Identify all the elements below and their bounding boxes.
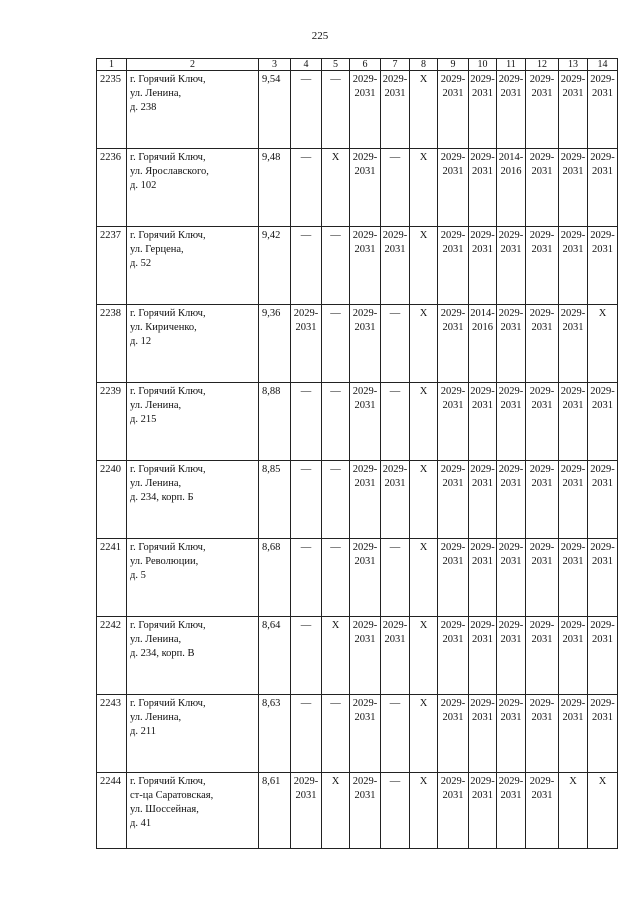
column-header: 1 — [97, 59, 127, 71]
row-number-cell: 2244 — [97, 773, 127, 849]
period-cell: 2029- 2031 — [291, 773, 322, 849]
period-cell: Х — [410, 383, 438, 461]
table-row — [97, 773, 618, 849]
period-cell: 2029- 2031 — [526, 305, 559, 383]
period-cell: 2029- 2031 — [588, 149, 618, 227]
value-cell: 8,88 — [259, 383, 291, 461]
table-row — [97, 383, 618, 461]
period-cell: 2029- 2031 — [438, 617, 469, 695]
period-cell: — — [291, 383, 322, 461]
table-row — [97, 617, 618, 695]
period-cell: 2029- 2031 — [559, 695, 588, 773]
period-cell: 2029- 2031 — [559, 617, 588, 695]
period-cell: — — [291, 617, 322, 695]
column-header: 6 — [350, 59, 381, 71]
period-cell: 2029- 2031 — [291, 305, 322, 383]
period-cell: — — [381, 149, 410, 227]
period-cell: — — [322, 695, 350, 773]
column-header: 4 — [291, 59, 322, 71]
period-cell: Х — [410, 695, 438, 773]
column-header: 10 — [469, 59, 497, 71]
table-row — [97, 71, 618, 149]
period-cell: 2014- 2016 — [497, 149, 526, 227]
period-cell: 2029- 2031 — [526, 227, 559, 305]
row-number-cell: 2236 — [97, 149, 127, 227]
period-cell: Х — [588, 305, 618, 383]
column-header: 14 — [588, 59, 618, 71]
period-cell: 2029- 2031 — [526, 773, 559, 849]
period-cell: Х — [588, 773, 618, 849]
period-cell: Х — [410, 227, 438, 305]
period-cell: 2029- 2031 — [381, 461, 410, 539]
period-cell: Х — [559, 773, 588, 849]
period-cell: 2029- 2031 — [559, 71, 588, 149]
row-number-cell: 2243 — [97, 695, 127, 773]
period-cell: 2029- 2031 — [350, 149, 381, 227]
period-cell: 2029- 2031 — [438, 383, 469, 461]
period-cell: 2029- 2031 — [588, 539, 618, 617]
address-cell: г. Горячий Ключ, ул. Ленина, д. 234, корп. В — [127, 617, 259, 695]
period-cell: 2029- 2031 — [497, 227, 526, 305]
period-cell: 2029- 2031 — [526, 539, 559, 617]
value-cell: 8,85 — [259, 461, 291, 539]
address-cell: г. Горячий Ключ, ул. Ленина, д. 215 — [127, 383, 259, 461]
period-cell: Х — [322, 149, 350, 227]
value-cell: 8,63 — [259, 695, 291, 773]
address-cell: г. Горячий Ключ, ул. Ленина, д. 234, корп. Б — [127, 461, 259, 539]
period-cell: 2029- 2031 — [526, 461, 559, 539]
period-cell: 2029- 2031 — [559, 539, 588, 617]
page-number: 225 — [311, 30, 329, 42]
value-cell: 9,48 — [259, 149, 291, 227]
period-cell: 2029- 2031 — [350, 227, 381, 305]
column-header: 3 — [259, 59, 291, 71]
row-number-cell: 2237 — [97, 227, 127, 305]
period-cell: 2029- 2031 — [350, 383, 381, 461]
period-cell: — — [291, 695, 322, 773]
period-cell: Х — [410, 539, 438, 617]
period-cell: — — [322, 71, 350, 149]
period-cell: 2029- 2031 — [497, 305, 526, 383]
period-cell: — — [381, 383, 410, 461]
period-cell: 2029- 2031 — [497, 71, 526, 149]
period-cell: 2029- 2031 — [497, 695, 526, 773]
period-cell: Х — [410, 149, 438, 227]
table-row — [97, 149, 618, 227]
row-number-cell: 2241 — [97, 539, 127, 617]
period-cell: 2029- 2031 — [469, 149, 497, 227]
address-cell: г. Горячий Ключ, ул. Революции, д. 5 — [127, 539, 259, 617]
table-row — [97, 461, 618, 539]
period-cell: — — [291, 227, 322, 305]
register-table — [96, 58, 618, 849]
period-cell: — — [322, 461, 350, 539]
address-cell: г. Горячий Ключ, ул. Ярославского, д. 102 — [127, 149, 259, 227]
period-cell: 2029- 2031 — [559, 149, 588, 227]
column-header: 5 — [322, 59, 350, 71]
address-cell: г. Горячий Ключ, ст-ца Саратовская, ул. Шоссейная, д. 41 — [127, 773, 259, 849]
period-cell: 2029- 2031 — [350, 71, 381, 149]
period-cell: 2029- 2031 — [588, 695, 618, 773]
row-number-cell: 2240 — [97, 461, 127, 539]
period-cell: — — [322, 539, 350, 617]
value-cell: 8,68 — [259, 539, 291, 617]
period-cell: — — [291, 149, 322, 227]
period-cell: Х — [410, 773, 438, 849]
row-number-cell: 2238 — [97, 305, 127, 383]
period-cell: — — [381, 773, 410, 849]
column-header: 11 — [497, 59, 526, 71]
period-cell: 2029- 2031 — [526, 149, 559, 227]
period-cell: Х — [322, 617, 350, 695]
period-cell: 2029- 2031 — [559, 383, 588, 461]
period-cell: 2029- 2031 — [381, 227, 410, 305]
period-cell: 2029- 2031 — [381, 617, 410, 695]
row-number-cell: 2239 — [97, 383, 127, 461]
period-cell: 2029- 2031 — [497, 617, 526, 695]
table-row — [97, 539, 618, 617]
period-cell: 2029- 2031 — [438, 539, 469, 617]
period-cell: Х — [410, 617, 438, 695]
period-cell: Х — [410, 71, 438, 149]
address-cell: г. Горячий Ключ, ул. Герцена, д. 52 — [127, 227, 259, 305]
period-cell: Х — [410, 305, 438, 383]
period-cell: 2029- 2031 — [559, 305, 588, 383]
period-cell: 2029- 2031 — [588, 617, 618, 695]
period-cell: 2029- 2031 — [469, 461, 497, 539]
period-cell: 2029- 2031 — [559, 461, 588, 539]
period-cell: 2029- 2031 — [469, 539, 497, 617]
period-cell: 2029- 2031 — [350, 305, 381, 383]
period-cell: 2029- 2031 — [350, 617, 381, 695]
period-cell: 2029- 2031 — [469, 617, 497, 695]
column-header: 9 — [438, 59, 469, 71]
period-cell: 2029- 2031 — [350, 539, 381, 617]
period-cell: 2029- 2031 — [526, 617, 559, 695]
period-cell: 2029- 2031 — [469, 227, 497, 305]
address-cell: г. Горячий Ключ, ул. Ленина, д. 211 — [127, 695, 259, 773]
period-cell: — — [322, 383, 350, 461]
period-cell: 2029- 2031 — [438, 773, 469, 849]
period-cell: 2029- 2031 — [497, 461, 526, 539]
period-cell: 2029- 2031 — [350, 773, 381, 849]
period-cell: 2029- 2031 — [588, 71, 618, 149]
period-cell: 2029- 2031 — [559, 227, 588, 305]
period-cell: 2014- 2016 — [469, 305, 497, 383]
period-cell: — — [381, 539, 410, 617]
column-header: 12 — [526, 59, 559, 71]
period-cell: 2029- 2031 — [469, 773, 497, 849]
table-body — [97, 59, 618, 849]
address-cell: г. Горячий Ключ, ул. Ленина, д. 238 — [127, 71, 259, 149]
period-cell: — — [291, 461, 322, 539]
period-cell: 2029- 2031 — [497, 773, 526, 849]
period-cell: 2029- 2031 — [469, 695, 497, 773]
column-header: 13 — [559, 59, 588, 71]
period-cell: 2029- 2031 — [526, 71, 559, 149]
column-header: 8 — [410, 59, 438, 71]
period-cell: — — [291, 71, 322, 149]
period-cell: 2029- 2031 — [438, 305, 469, 383]
address-cell: г. Горячий Ключ, ул. Кириченко, д. 12 — [127, 305, 259, 383]
column-header: 2 — [127, 59, 259, 71]
period-cell: 2029- 2031 — [381, 71, 410, 149]
period-cell: 2029- 2031 — [438, 149, 469, 227]
period-cell: 2029- 2031 — [438, 461, 469, 539]
period-cell: — — [381, 695, 410, 773]
period-cell: — — [322, 227, 350, 305]
period-cell: 2029- 2031 — [469, 71, 497, 149]
value-cell: 8,61 — [259, 773, 291, 849]
value-cell: 9,36 — [259, 305, 291, 383]
period-cell: 2029- 2031 — [588, 227, 618, 305]
period-cell: 2029- 2031 — [350, 461, 381, 539]
table-row — [97, 305, 618, 383]
column-header: 7 — [381, 59, 410, 71]
period-cell: 2029- 2031 — [588, 383, 618, 461]
row-number-cell: 2242 — [97, 617, 127, 695]
period-cell: 2029- 2031 — [526, 383, 559, 461]
value-cell: 8,64 — [259, 617, 291, 695]
table-row — [97, 695, 618, 773]
period-cell: — — [291, 539, 322, 617]
period-cell: 2029- 2031 — [438, 695, 469, 773]
value-cell: 9,42 — [259, 227, 291, 305]
header-row — [97, 59, 618, 71]
period-cell: — — [322, 305, 350, 383]
period-cell: 2029- 2031 — [438, 71, 469, 149]
period-cell: 2029- 2031 — [350, 695, 381, 773]
period-cell: Х — [322, 773, 350, 849]
period-cell: 2029- 2031 — [438, 227, 469, 305]
value-cell: 9,54 — [259, 71, 291, 149]
period-cell: 2029- 2031 — [526, 695, 559, 773]
period-cell: 2029- 2031 — [497, 539, 526, 617]
period-cell: 2029- 2031 — [469, 383, 497, 461]
period-cell: Х — [410, 461, 438, 539]
period-cell: 2029- 2031 — [588, 461, 618, 539]
table-row — [97, 227, 618, 305]
period-cell: 2029- 2031 — [497, 383, 526, 461]
period-cell: — — [381, 305, 410, 383]
row-number-cell: 2235 — [97, 71, 127, 149]
